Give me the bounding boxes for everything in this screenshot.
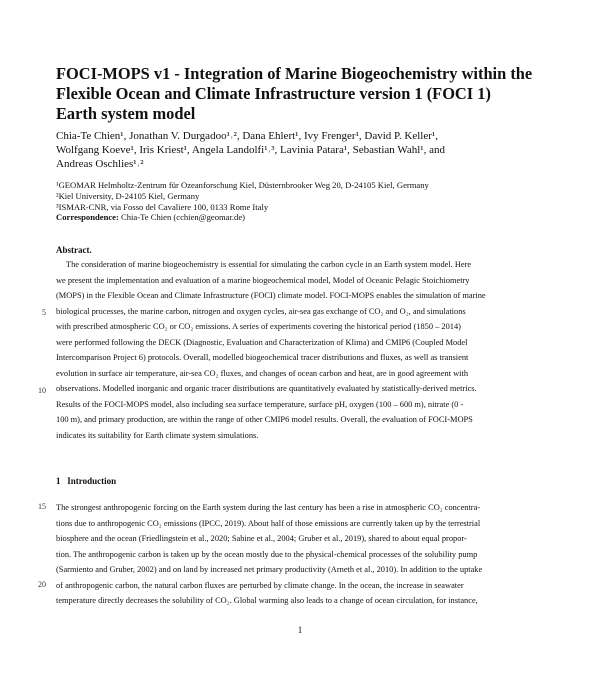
abstract-body (56, 257, 546, 443)
intro-line: (Sarmiento and Gruber, 2002) and on land by increased net primary productivity (Arneth et al., 2010). In addition to the uptake (56, 565, 483, 574)
correspondence (56, 212, 245, 223)
affiliations (56, 180, 556, 213)
abstract-line: 100 m), and primary production, are within the range of other CMIP6 model results. Overall, the evaluation of FOCI-MOPS (56, 415, 473, 424)
abstract-line: Results of the FOCI-MOPS model, also including sea surface temperature, surface pH, oxygen (100 – 600 m), nitrate (0 - (56, 399, 464, 409)
page-number: 1 (297, 625, 303, 635)
intro-line: temperature directly decreases the solubility of CO₂. Global warming also leads to a change of ocean circulation, for instance, (56, 596, 478, 605)
section-number: 1 (56, 476, 61, 486)
section-heading (56, 476, 116, 486)
abstract-line: evolution in surface air temperature, air-sea CO₂ fluxes, and changes of ocean carbon and heat, are in good agreement with (56, 368, 469, 378)
section-title: Introduction (67, 476, 117, 486)
line-number: 20 (38, 580, 46, 589)
line-number: 15 (38, 502, 46, 511)
abstract-line: (MOPS) in the Flexible Ocean and Climate Infrastructure (FOCI) climate model. FOCI-MOPS enables the simulation of marine (56, 291, 486, 300)
author-line: Chia-Te Chien¹, Jonathan V. Durgadoo¹˒², Dana Ehlert¹, Ivy Frenger¹, David P. Keller¹, (56, 130, 438, 142)
title-line: Flexible Ocean and Climate Infrastructure version 1 (FOCI 1) (56, 84, 491, 103)
abstract-line: Intercomparison Project 6) protocols. Overall, modelled biogeochemical tracer distributions and fluxes, as well as transient (56, 353, 469, 362)
abstract-line: biological processes, the marine carbon, nitrogen and oxygen cycles, air-sea gas exchange of CO₂ and O₂, and simulations (56, 306, 466, 316)
intro-line: tion. The anthropogenic carbon is taken up by the ocean mostly due to the physical-chemical processes of the solubility pump (56, 549, 478, 559)
line-number: 5 (42, 308, 46, 317)
abstract-line: observations. Modelled inorganic and organic tracer distributions are quantitatively evaluated by statistically-derived metrics. (56, 384, 477, 393)
affiliation: ²Kiel University, D-24105 Kiel, Germany (56, 191, 200, 201)
intro-line: biosphere and the ocean (Friedlingstein et al., 2020; Sabine et al., 2004; Gruber et al., 2019), shared to about equal propor- (56, 534, 467, 543)
correspondence-label: Correspondence: (56, 212, 119, 222)
affiliation: ³ISMAR-CNR, via Fosso del Cavaliere 100, 0133 Rome Italy (56, 202, 269, 212)
correspondence-email[interactable]: Chia-Te Chien (cchien@geomar.de) (118, 212, 246, 222)
paper-title (56, 64, 556, 124)
title-line: Earth system model (56, 104, 196, 123)
title-line: FOCI-MOPS v1 - Integration of Marine Biogeochemistry within the (56, 64, 533, 83)
abstract-line: we present the implementation and evaluation of a marine biogeochemical model, Model of Oceanic Pelagic Stoichiometry (56, 275, 470, 285)
author-line: Wolfgang Koeve¹, Iris Kriest¹, Angela Landolfi¹˒³, Lavinia Patara¹, Sebastian Wahl¹, and (56, 144, 445, 156)
intro-line: tions due to anthropogenic CO₂ emissions (IPCC, 2019). About half of those emissions are currently taken up by the terrestrial (56, 518, 481, 528)
abstract-heading: Abstract. (56, 245, 92, 255)
abstract-line: were performed following the DECK (Diagnostic, Evaluation and Characterization of Klima) and CMIP6 (Coupled Model (56, 337, 468, 347)
author-list (56, 129, 556, 171)
intro-line: of anthropogenic carbon, the natural carbon fluxes are perturbed by climate change. In the ocean, the increase in seawater (56, 580, 464, 590)
author-line: Andreas Oschlies¹˒² (56, 158, 144, 170)
abstract-line: The consideration of marine biogeochemistry is essential for simulating the carbon cycle in an Earth system model. Here (66, 260, 472, 269)
introduction-body (56, 500, 546, 609)
line-number: 10 (38, 386, 46, 395)
abstract-line: indicates its suitability for Earth climate system simulations. (56, 430, 259, 440)
intro-line: The strongest anthropogenic forcing on the Earth system during the last century has been a rise in atmospheric CO₂ concentra- (56, 503, 481, 512)
affiliation: ¹GEOMAR Helmholtz-Zentrum für Ozeanforschung Kiel, Düsternbrooker Weg 20, D-24105 Kiel, Germany (56, 180, 429, 190)
abstract-line: with prescribed atmospheric CO₂ or CO₂ emissions. A series of experiments covering the historical period (1850 – 2014) (56, 322, 461, 331)
